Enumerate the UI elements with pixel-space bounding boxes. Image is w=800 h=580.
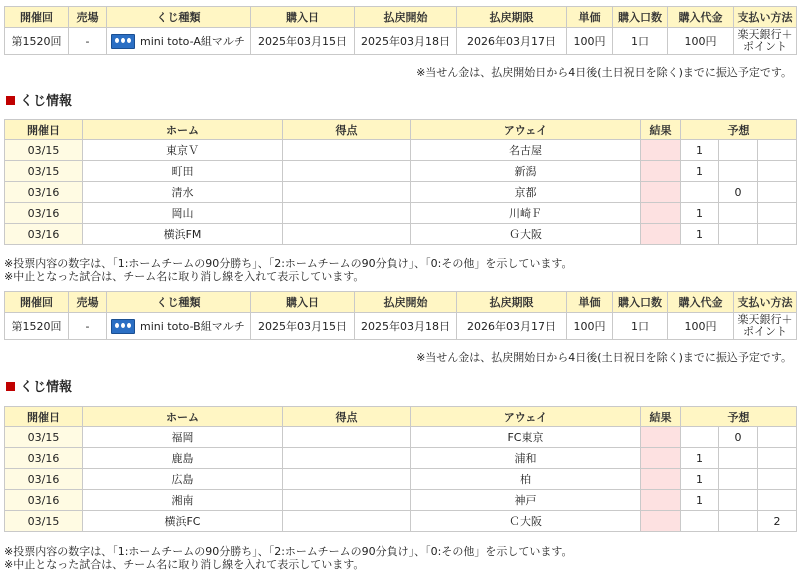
amount-cell: 100円	[668, 28, 734, 55]
col-amount: 購入代金	[668, 292, 734, 313]
match-result	[641, 140, 681, 161]
match-score	[283, 224, 411, 245]
col-prediction: 予想	[681, 120, 797, 140]
note-line: ※投票内容の数字は、「1:ホームチームの90分勝ち」、「2:ホームチームの90分負け」、「0:その他」を示しています。	[4, 545, 573, 558]
col-home: ホーム	[83, 407, 283, 427]
match-home: 清水	[83, 182, 283, 203]
match-date: 03/16	[5, 469, 83, 490]
match-row	[5, 448, 797, 469]
unit-price-cell: 100円	[567, 28, 613, 55]
col-kind: くじ種類	[107, 292, 251, 313]
match-home: 鹿島	[83, 448, 283, 469]
prediction-0	[719, 161, 758, 182]
units-cell: 1口	[613, 313, 668, 340]
match-date: 03/15	[5, 511, 83, 532]
purchase-header-row	[5, 292, 797, 313]
match-away: 新潟	[411, 161, 641, 182]
col-units: 購入口数	[613, 7, 668, 28]
col-date: 開催日	[5, 120, 83, 140]
col-store: 売場	[69, 7, 107, 28]
unit-price-cell: 100円	[567, 313, 613, 340]
section-marker-icon	[6, 96, 15, 105]
prediction-1: 1	[681, 140, 719, 161]
match-row	[5, 182, 797, 203]
col-payout-start: 払戻開始	[355, 292, 457, 313]
col-round: 開催回	[5, 292, 69, 313]
prediction-1: 1	[681, 203, 719, 224]
match-away: Ｇ大阪	[411, 224, 641, 245]
match-score	[283, 161, 411, 182]
col-away: アウェイ	[411, 120, 641, 140]
col-round: 開催回	[5, 7, 69, 28]
match-home: 東京Ｖ	[83, 140, 283, 161]
prediction-1: 1	[681, 490, 719, 511]
match-date: 03/16	[5, 448, 83, 469]
payment-cell: 楽天銀行＋ポイント	[734, 28, 797, 55]
match-result	[641, 161, 681, 182]
prediction-0	[719, 224, 758, 245]
prediction-1: 1	[681, 469, 719, 490]
col-score: 得点	[283, 120, 411, 140]
prediction-2: 2	[758, 511, 797, 532]
section-title-label: くじ情報	[20, 380, 73, 395]
notes-a	[4, 257, 573, 283]
match-result	[641, 182, 681, 203]
kind-label: mini toto-B組マルチ	[140, 319, 245, 333]
match-header-row	[5, 407, 797, 427]
prediction-2	[758, 203, 797, 224]
lottery-info-title-b	[6, 376, 72, 395]
payment-cell: 楽天銀行＋ポイント	[734, 313, 797, 340]
match-result	[641, 427, 681, 448]
match-score	[283, 182, 411, 203]
round-cell: 第1520回	[5, 28, 69, 55]
col-home: ホーム	[83, 120, 283, 140]
prediction-0	[719, 448, 758, 469]
match-home: 横浜FC	[83, 511, 283, 532]
match-away: 浦和	[411, 448, 641, 469]
match-result	[641, 490, 681, 511]
match-away: FC東京	[411, 427, 641, 448]
purchase-row	[5, 28, 797, 55]
match-date: 03/15	[5, 427, 83, 448]
prediction-2	[758, 427, 797, 448]
purchase-date-cell: 2025年03月15日	[251, 28, 355, 55]
store-cell: -	[69, 28, 107, 55]
match-away: Ｃ大阪	[411, 511, 641, 532]
col-kind: くじ種類	[107, 7, 251, 28]
payout-start-cell: 2025年03月18日	[355, 313, 457, 340]
prediction-1	[681, 511, 719, 532]
amount-cell: 100円	[668, 313, 734, 340]
col-prediction: 予想	[681, 407, 797, 427]
col-payment: 支払い方法	[734, 7, 797, 28]
notes-b	[4, 545, 573, 571]
col-payment: 支払い方法	[734, 292, 797, 313]
units-cell: 1口	[613, 28, 668, 55]
match-row	[5, 224, 797, 245]
col-result: 結果	[641, 120, 681, 140]
note-line: ※中止となった試合は、チーム名に取り消し線を入れて表示しています。	[4, 270, 365, 283]
col-units: 購入口数	[613, 292, 668, 313]
prediction-0	[719, 203, 758, 224]
prediction-2	[758, 182, 797, 203]
prediction-0	[719, 490, 758, 511]
match-score	[283, 490, 411, 511]
match-home: 岡山	[83, 203, 283, 224]
prediction-0	[719, 469, 758, 490]
match-date: 03/16	[5, 224, 83, 245]
prediction-1	[681, 427, 719, 448]
section-marker-icon	[6, 382, 15, 391]
col-away: アウェイ	[411, 407, 641, 427]
prediction-1: 1	[681, 448, 719, 469]
section-title-label: くじ情報	[20, 94, 73, 109]
purchase-table-a	[4, 6, 797, 55]
match-row	[5, 427, 797, 448]
match-date: 03/15	[5, 140, 83, 161]
match-result	[641, 224, 681, 245]
col-score: 得点	[283, 407, 411, 427]
payout-end-cell: 2026年03月17日	[457, 28, 567, 55]
match-away: 名古屋	[411, 140, 641, 161]
prediction-0: 0	[719, 427, 758, 448]
match-home: 福岡	[83, 427, 283, 448]
purchase-table-b	[4, 291, 797, 340]
match-row	[5, 161, 797, 182]
note-line: ※中止となった試合は、チーム名に取り消し線を入れて表示しています。	[4, 558, 365, 571]
kind-cell	[107, 313, 251, 340]
payout-note-a: ※当せん金は、払戻開始日から4日後(土日祝日を除く)までに振込予定です。	[416, 66, 792, 79]
prediction-2	[758, 140, 797, 161]
col-unit-price: 単価	[567, 292, 613, 313]
col-date: 開催日	[5, 407, 83, 427]
prediction-2	[758, 490, 797, 511]
prediction-1: 1	[681, 224, 719, 245]
prediction-2	[758, 161, 797, 182]
prediction-1: 1	[681, 161, 719, 182]
prediction-0: 0	[719, 182, 758, 203]
col-amount: 購入代金	[668, 7, 734, 28]
col-payout-end: 払戻期限	[457, 7, 567, 28]
mini-toto-icon	[111, 34, 135, 49]
prediction-1	[681, 182, 719, 203]
col-purchase-date: 購入日	[251, 7, 355, 28]
prediction-0	[719, 511, 758, 532]
match-date: 03/16	[5, 490, 83, 511]
payout-end-cell: 2026年03月17日	[457, 313, 567, 340]
prediction-0	[719, 140, 758, 161]
match-date: 03/16	[5, 182, 83, 203]
match-result	[641, 203, 681, 224]
col-purchase-date: 購入日	[251, 292, 355, 313]
match-row	[5, 469, 797, 490]
payout-note-b: ※当せん金は、払戻開始日から4日後(土日祝日を除く)までに振込予定です。	[416, 351, 792, 364]
purchase-header-row	[5, 7, 797, 28]
match-date: 03/15	[5, 161, 83, 182]
prediction-2	[758, 469, 797, 490]
note-line: ※投票内容の数字は、「1:ホームチームの90分勝ち」、「2:ホームチームの90分負け」、「0:その他」を示しています。	[4, 257, 573, 270]
match-home: 湘南	[83, 490, 283, 511]
col-payout-end: 払戻期限	[457, 292, 567, 313]
match-table-b	[4, 406, 797, 532]
col-payout-start: 払戻開始	[355, 7, 457, 28]
match-score	[283, 140, 411, 161]
match-score	[283, 469, 411, 490]
col-unit-price: 単価	[567, 7, 613, 28]
match-away: 川崎Ｆ	[411, 203, 641, 224]
purchase-row	[5, 313, 797, 340]
match-away: 柏	[411, 469, 641, 490]
match-result	[641, 511, 681, 532]
match-row	[5, 490, 797, 511]
prediction-2	[758, 448, 797, 469]
purchase-date-cell: 2025年03月15日	[251, 313, 355, 340]
match-home: 広島	[83, 469, 283, 490]
match-home: 横浜FM	[83, 224, 283, 245]
match-score	[283, 511, 411, 532]
match-result	[641, 469, 681, 490]
match-score	[283, 448, 411, 469]
match-row	[5, 203, 797, 224]
match-away: 京都	[411, 182, 641, 203]
mini-toto-icon	[111, 319, 135, 334]
prediction-2	[758, 224, 797, 245]
store-cell: -	[69, 313, 107, 340]
match-header-row	[5, 120, 797, 140]
match-home: 町田	[83, 161, 283, 182]
payout-start-cell: 2025年03月18日	[355, 28, 457, 55]
match-result	[641, 448, 681, 469]
match-score	[283, 203, 411, 224]
round-cell: 第1520回	[5, 313, 69, 340]
match-row	[5, 140, 797, 161]
lottery-info-title-a	[6, 90, 72, 109]
kind-label: mini toto-A組マルチ	[140, 34, 245, 48]
col-store: 売場	[69, 292, 107, 313]
match-row	[5, 511, 797, 532]
match-score	[283, 427, 411, 448]
col-result: 結果	[641, 407, 681, 427]
match-away: 神戸	[411, 490, 641, 511]
kind-cell	[107, 28, 251, 55]
match-table-a	[4, 119, 797, 245]
match-date: 03/16	[5, 203, 83, 224]
